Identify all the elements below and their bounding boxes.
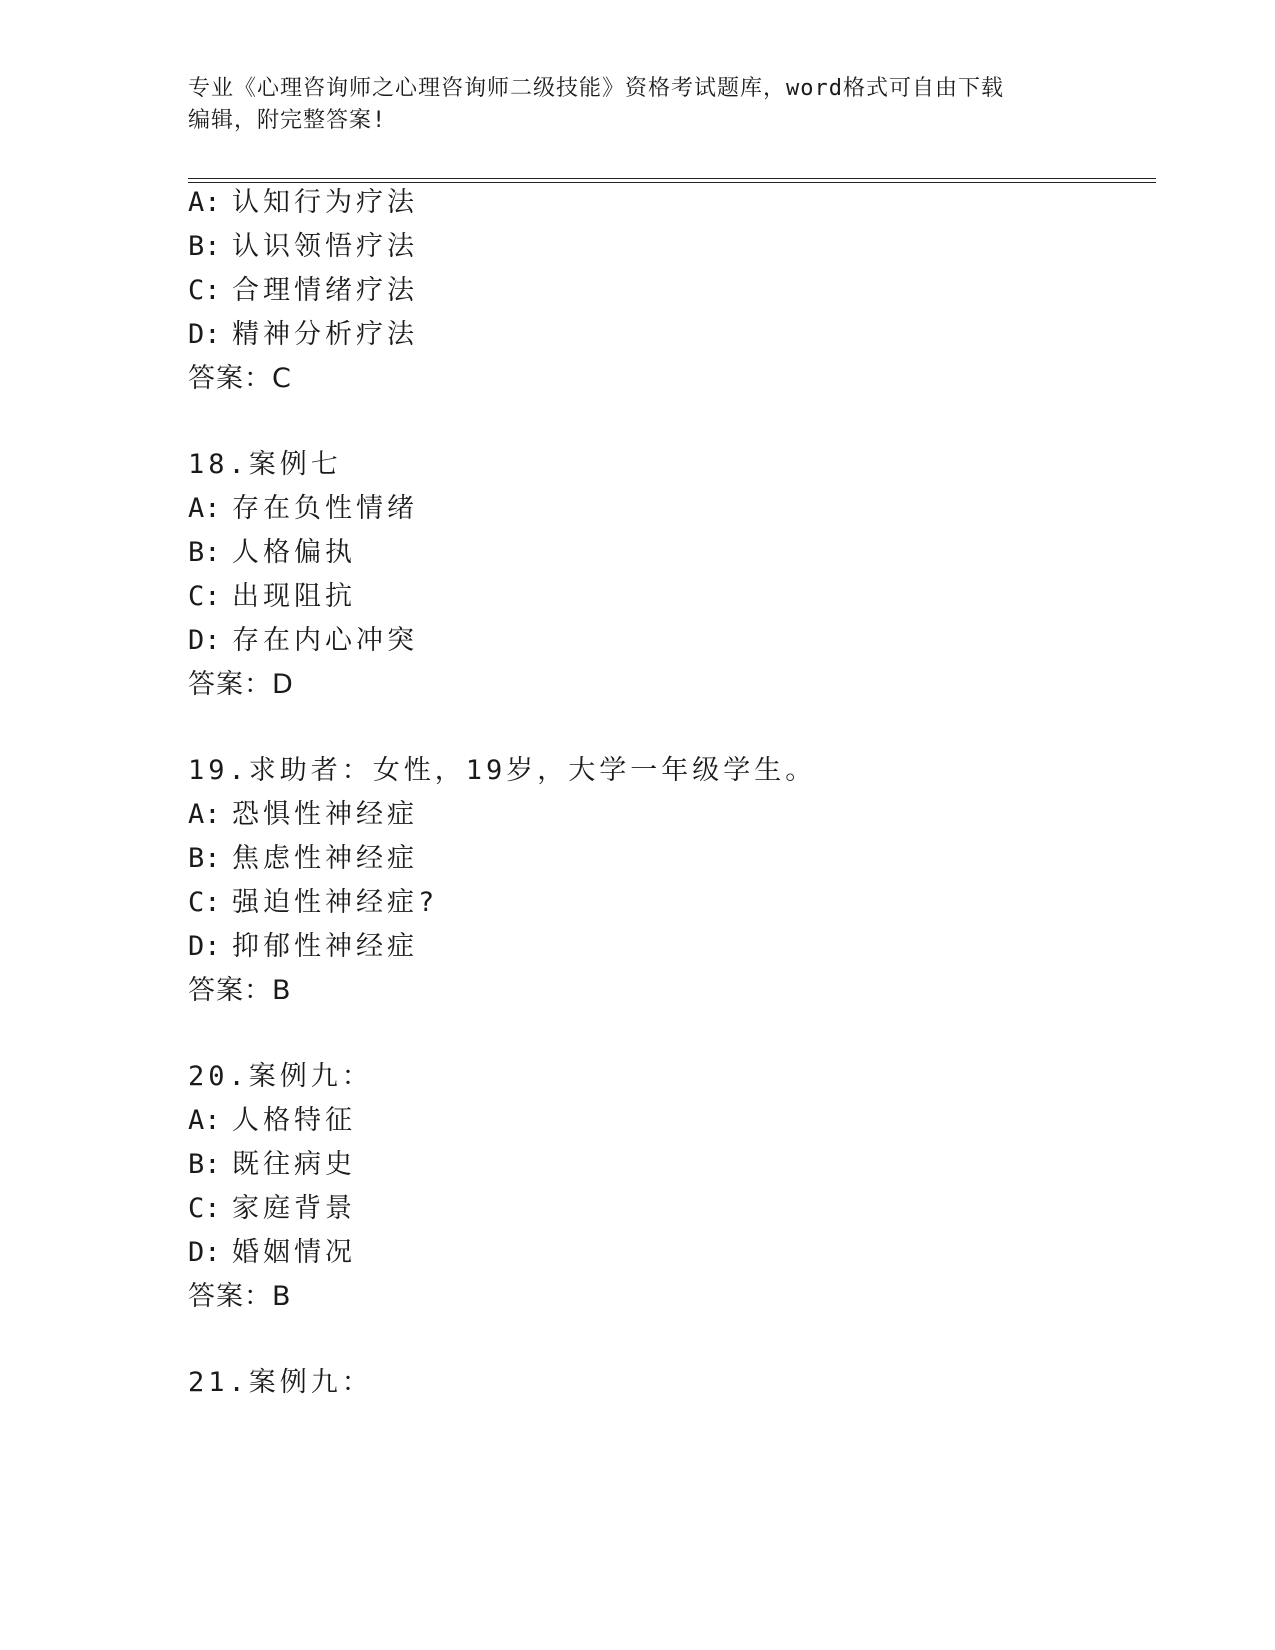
q17-option-a: A: 认知行为疗法 — [188, 187, 418, 218]
q19-title: 19.求助者：女性，19岁，大学一年级学生。 — [188, 755, 817, 786]
q19-option-d: D: 抑郁性神经症 — [188, 931, 418, 962]
q20-option-d: D: 婚姻情况 — [188, 1237, 356, 1268]
q19-option-c: C: 强迫性神经症? — [188, 887, 439, 918]
q20-title: 20.案例九： — [188, 1061, 373, 1092]
header-divider — [188, 178, 1156, 183]
q18-option-b: B: 人格偏执 — [188, 537, 356, 568]
header-line-2: 编辑，附完整答案! — [188, 108, 387, 133]
q20-answer: 答案：B — [188, 1281, 292, 1312]
q18-option-a: A: 存在负性情绪 — [188, 493, 418, 524]
q17-option-d: D: 精神分析疗法 — [188, 319, 418, 350]
header-line-1: 专业《心理咨询师之心理咨询师二级技能》资格考试题库，word格式可自由下载 — [188, 76, 1004, 101]
q18-title: 18.案例七 — [188, 449, 342, 480]
q21-title: 21.案例九： — [188, 1367, 373, 1398]
q17-option-b: B: 认识领悟疗法 — [188, 231, 418, 262]
q19-option-b: B: 焦虑性神经症 — [188, 843, 418, 874]
q20-option-a: A: 人格特征 — [188, 1105, 356, 1136]
q18-answer: 答案：D — [188, 669, 294, 700]
q19-option-a: A: 恐惧性神经症 — [188, 799, 418, 830]
q20-option-c: C: 家庭背景 — [188, 1193, 356, 1224]
q17-option-c: C: 合理情绪疗法 — [188, 275, 418, 306]
q20-option-b: B: 既往病史 — [188, 1149, 356, 1180]
q19-answer: 答案：B — [188, 975, 292, 1006]
q17-answer: 答案：C — [188, 363, 292, 394]
q18-option-c: C: 出现阻抗 — [188, 581, 356, 612]
document-header — [188, 73, 1088, 137]
q18-option-d: D: 存在内心冲突 — [188, 625, 418, 656]
